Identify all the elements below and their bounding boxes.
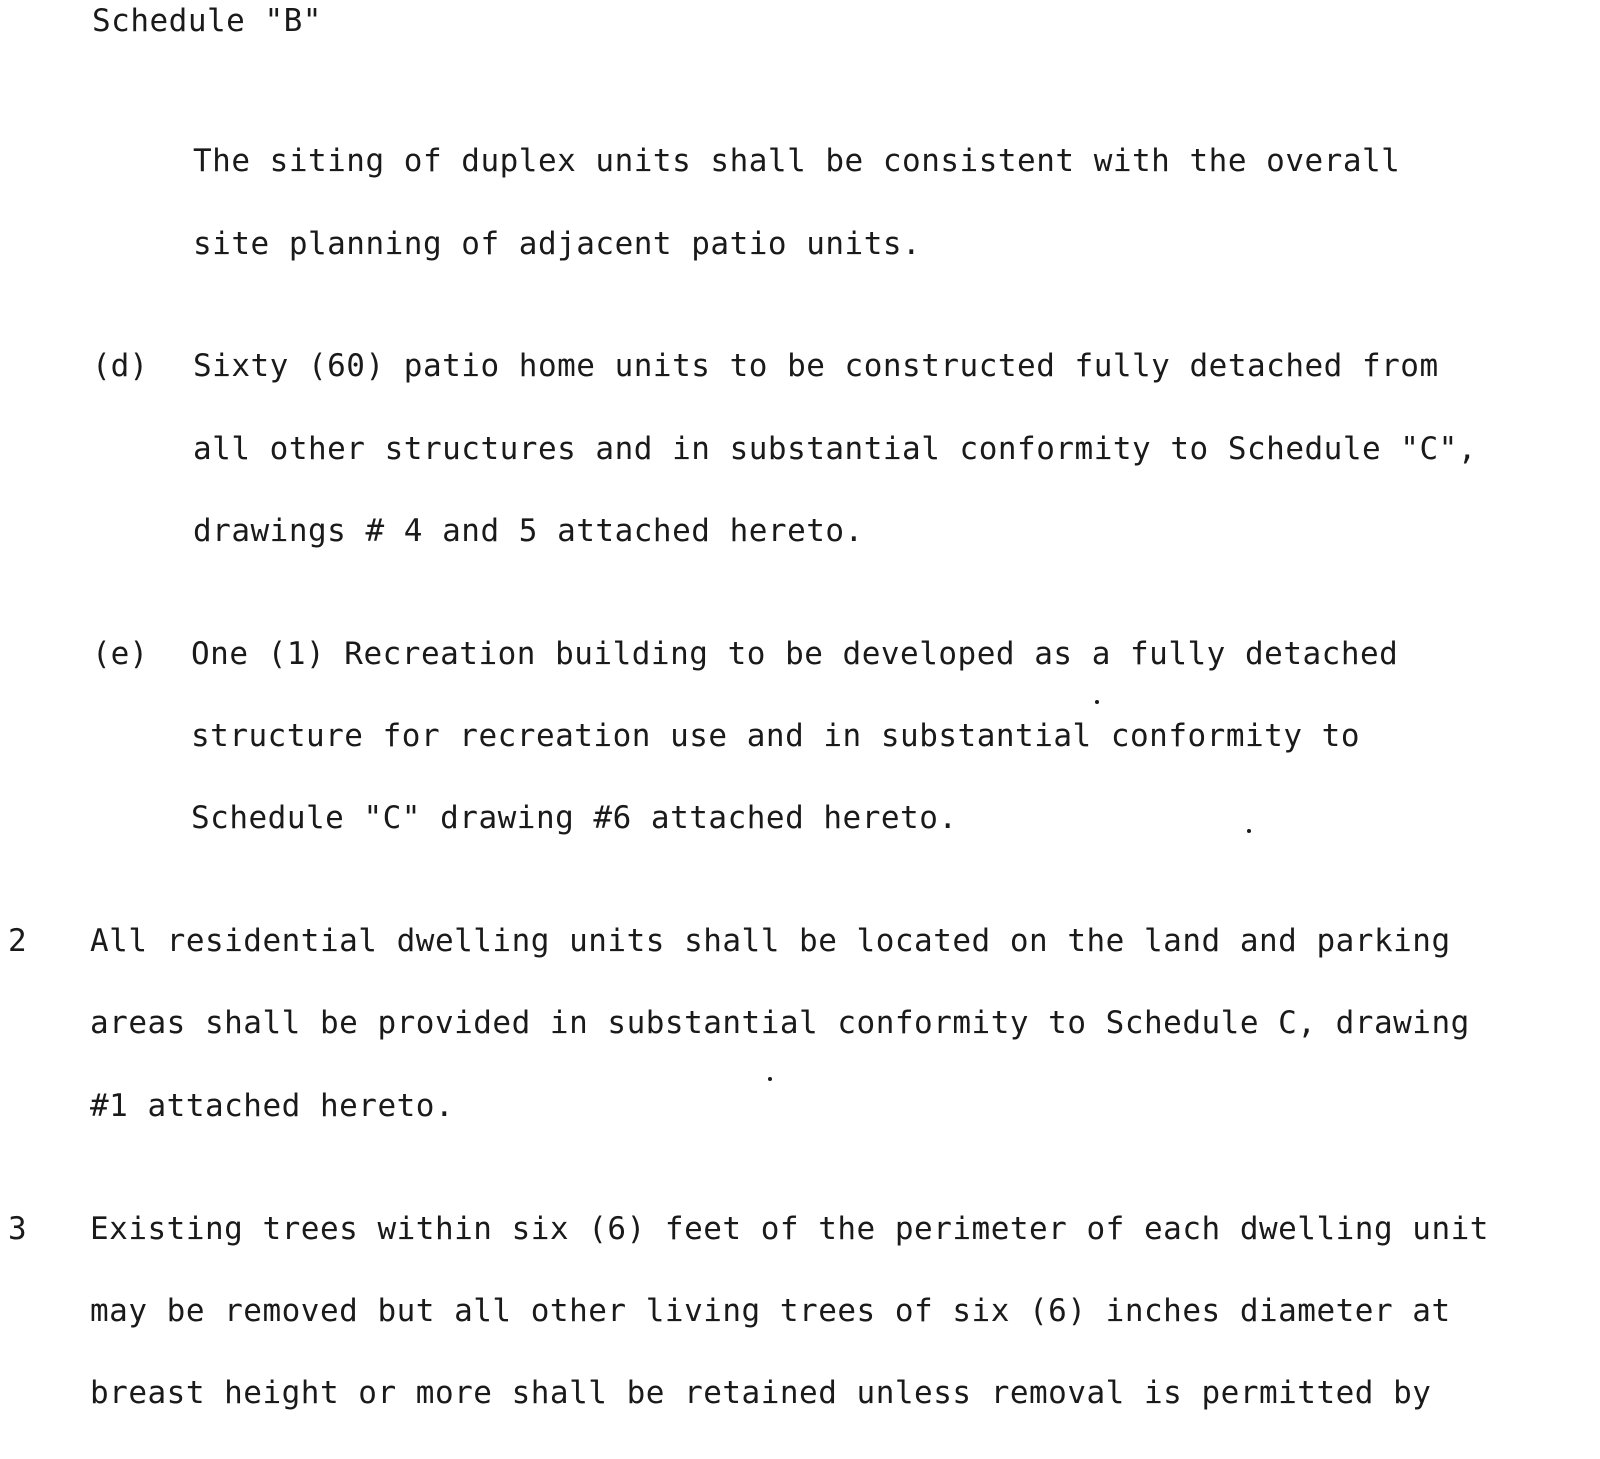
item-d-line-3: drawings # 4 and 5 attached hereto. <box>193 513 864 549</box>
clause-2-line-1: All residential dwelling units shall be located on the land and parking <box>90 923 1451 959</box>
clause-2-marker: 2 <box>8 923 27 959</box>
item-e-line-3: Schedule "C" drawing #6 attached hereto. <box>191 800 958 836</box>
item-d-line-2: all other structures and in substantial conformity to Schedule "C", <box>193 431 1477 467</box>
clause-3-marker: 3 <box>8 1211 27 1247</box>
clause-3-line-3: breast height or more shall be retained unless removal is permitted by <box>90 1375 1432 1411</box>
clause-3-line-2: may be removed but all other living trees of six (6) inches diameter at <box>90 1293 1451 1329</box>
clause-2-line-2: areas shall be provided in substantial conformity to Schedule C, drawing <box>90 1005 1470 1041</box>
scan-speck <box>1095 700 1099 704</box>
intro-line-2: site planning of adjacent patio units. <box>193 226 922 262</box>
item-d-line-1: Sixty (60) patio home units to be constructed fully detached from <box>193 348 1439 384</box>
item-d-marker: (d) <box>92 348 148 384</box>
clause-2-line-3: #1 attached hereto. <box>90 1088 455 1124</box>
intro-line-1: The siting of duplex units shall be consistent with the overall <box>193 143 1401 179</box>
item-e-line-2: structure for recreation use and in substantial conformity to <box>191 718 1360 754</box>
scan-speck <box>768 1077 772 1081</box>
clause-3-line-1: Existing trees within six (6) feet of the perimeter of each dwelling unit <box>90 1211 1489 1247</box>
item-e-marker: (e) <box>92 636 148 672</box>
schedule-header: Schedule "B" <box>92 3 322 39</box>
scan-speck <box>1247 829 1251 833</box>
item-e-line-1: One (1) Recreation building to be developed as a fully detached <box>191 636 1399 672</box>
